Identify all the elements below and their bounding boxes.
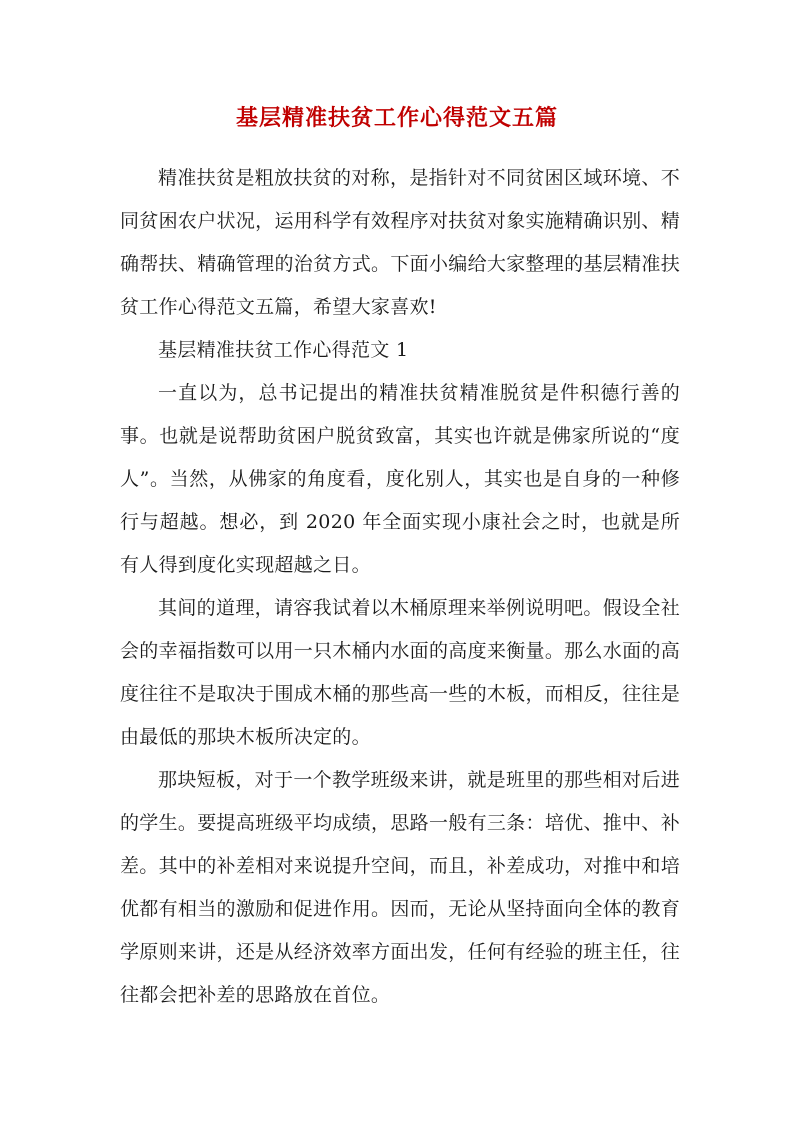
intro-paragraph: 精准扶贫是粗放扶贫的对称，是指针对不同贫困区域环境、不同贫困农户状况，运用科学有效程序对扶贫对象实施精确识别、精确帮扶、精确管理的治贫方式。下面小编给大家整理的基层精准扶贫工作心得范文五篇，希望大家喜欢! <box>120 167 680 318</box>
body-paragraph-2: 其间的道理，请容我试着以木桶原理来举例说明吧。假设全社会的幸福指数可以用一只木桶内水面的高度来衡量。那么水面的高度往往不是取决于围成木桶的那些高一些的木板，而相反，往往是由最低的那块木板所决定的。 <box>120 597 680 748</box>
section-heading: 基层精准扶贫工作心得范文 1 <box>158 339 409 361</box>
document-title: 基层精准扶贫工作心得范文五篇 <box>235 105 558 131</box>
document-body <box>120 157 680 1017</box>
body-paragraph-3: 那块短板，对于一个教学班级来讲，就是班里的那些相对后进的学生。要提高班级平均成绩，思路一般有三条：培优、推中、补差。其中的补差相对来说提升空间，而且，补差成功，对推中和培优都有相当的激励和促进作用。因而，无论从坚持面向全体的教育学原则来讲，还是从经济效率方面出发，任何有经验的班主任，往往都会把补差的思路放在首位。 <box>120 769 680 1006</box>
body-paragraph-1: 一直以为，总书记提出的精准扶贫精准脱贫是件积德行善的事。也就是说帮助贫困户脱贫致富，其实也许就是佛家所说的“度人”。当然，从佛家的角度看，度化别人，其实也是自身的一种修行与超越。想必，到 2020 年全面实现小康社会之时，也就是所有人得到度化实现超越之日。 <box>120 382 680 576</box>
